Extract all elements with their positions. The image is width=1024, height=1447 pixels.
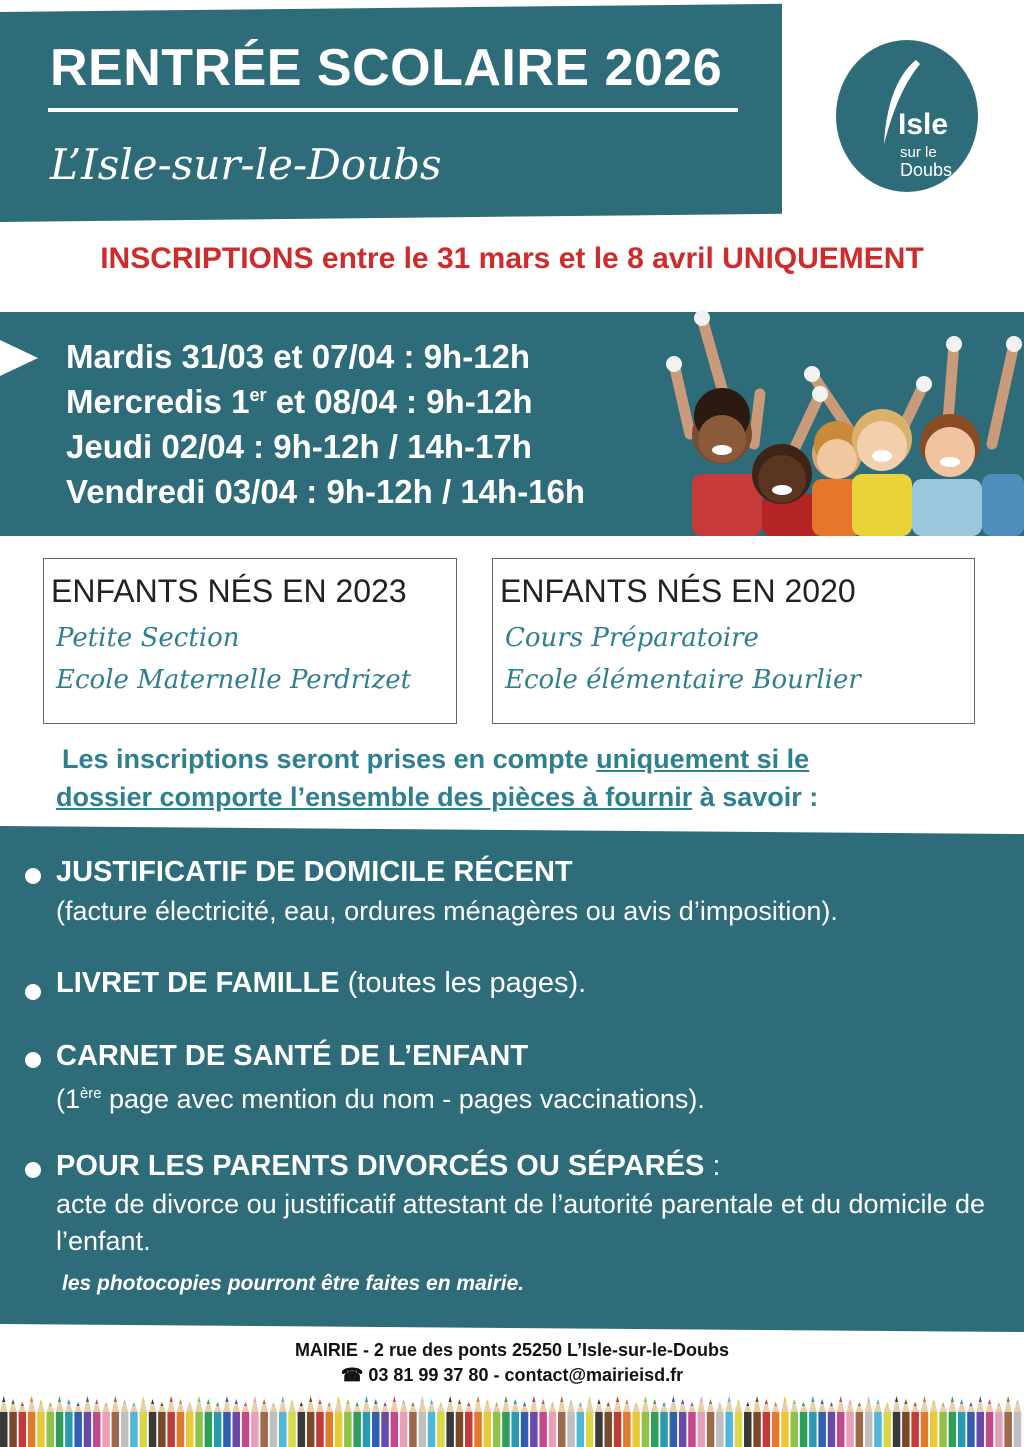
- pencil: [149, 1399, 157, 1447]
- pencil: [725, 1396, 733, 1447]
- pencil: [28, 1396, 36, 1447]
- pencil: [37, 1399, 45, 1447]
- pencil: [465, 1402, 473, 1447]
- pencil: [353, 1402, 361, 1447]
- pencil: [818, 1399, 826, 1447]
- doc-title-livret: [56, 967, 586, 1000]
- pencil: [781, 1396, 789, 1447]
- box-heading: ENFANTS NÉS EN 2023: [51, 573, 407, 609]
- pencil: [456, 1399, 464, 1447]
- doc-text-parents: acte de divorce ou justificatif attestant de l’autorité parentale et du domicile de l’enfant.: [56, 1189, 986, 1256]
- pencil: [279, 1396, 287, 1447]
- pencil: [298, 1402, 306, 1447]
- pencil: [874, 1399, 882, 1447]
- pencil: [288, 1399, 296, 1447]
- pencil: [642, 1396, 650, 1447]
- pencil: [716, 1402, 724, 1447]
- schedule-line-tuesday: Mardis 31/03 et 07/04 : 9h-12h: [66, 338, 531, 375]
- pencil: [130, 1402, 138, 1447]
- logo-text-isle: Isle: [898, 108, 949, 141]
- pencil: [614, 1396, 622, 1447]
- page-title: RENTRÉE SCOLAIRE 2026: [50, 39, 723, 97]
- pencil: [595, 1399, 603, 1447]
- pencil: [549, 1402, 557, 1447]
- box-school-name: Ecole Maternelle Perdrizet: [56, 665, 412, 695]
- notice-part-1: Les inscriptions seront prises en compte: [62, 744, 597, 774]
- pencil: [363, 1396, 371, 1447]
- phone-icon: ☎: [340, 1365, 364, 1385]
- pencil: [335, 1396, 343, 1447]
- pencil: [84, 1396, 92, 1447]
- notice-part-3: dossier comporte l’ensemble des pièces à fournir: [56, 782, 693, 812]
- doc-title-suffix: (toutes les pages).: [339, 967, 587, 999]
- schedule-line-thursday: Jeudi 02/04 : 9h-12h / 14h-17h: [66, 428, 532, 465]
- pencil: [809, 1396, 817, 1447]
- notice-part-2: uniquement si le: [596, 744, 810, 774]
- pencil: [140, 1396, 148, 1447]
- pencil: [911, 1402, 919, 1447]
- pencil: [567, 1399, 575, 1447]
- pencil: [763, 1399, 771, 1447]
- pencil: [270, 1402, 278, 1447]
- pencil: [828, 1402, 836, 1447]
- pencil: [381, 1402, 389, 1447]
- pencil: [623, 1399, 631, 1447]
- phone-number[interactable]: 03 81 99 37 80: [368, 1365, 489, 1385]
- title-underline: [48, 108, 738, 112]
- photocopy-note: les photocopies pourront être faites en mairie.: [62, 1272, 525, 1295]
- pencil: [484, 1399, 492, 1447]
- doc-title-text: LIVRET DE FAMILLE: [56, 967, 340, 999]
- pencil: [493, 1402, 501, 1447]
- doc-text-domicile: (facture électricité, eau, ordures ménagères ou avis d’imposition).: [56, 896, 838, 926]
- pencil: [428, 1399, 436, 1447]
- pencil: [921, 1396, 929, 1447]
- notice-part-4: à savoir :: [692, 782, 819, 812]
- header-banner: [0, 4, 782, 222]
- pencil: [577, 1402, 585, 1447]
- pencil: [47, 1402, 55, 1447]
- pencil: [688, 1402, 696, 1447]
- pencil: [316, 1399, 324, 1447]
- pencil: [167, 1396, 175, 1447]
- pencil: [521, 1402, 529, 1447]
- pencil: [74, 1402, 82, 1447]
- email-link[interactable]: contact@mairieisd.fr: [504, 1365, 684, 1385]
- pencil: [205, 1399, 213, 1447]
- box-class-name: Cours Préparatoire: [505, 623, 759, 653]
- pencil: [958, 1399, 966, 1447]
- doc-text-part: page avec mention du nom - pages vaccinations).: [101, 1084, 705, 1114]
- pencil: [93, 1399, 101, 1447]
- schedule-wednesday-text: Mercredis 1: [66, 383, 250, 420]
- schedule-line-wednesday: [66, 383, 533, 421]
- doc-title-suffix: :: [704, 1150, 721, 1182]
- pencil: [744, 1402, 752, 1447]
- pencil: [419, 1396, 427, 1447]
- pencil: [437, 1402, 445, 1447]
- pencil: [530, 1396, 538, 1447]
- bullet-icon: [25, 1052, 41, 1068]
- pencil: [372, 1399, 380, 1447]
- pencil: [195, 1396, 203, 1447]
- logo-text-doubs: Doubs: [900, 160, 953, 180]
- doc-title-parents: [56, 1150, 720, 1183]
- pencil: [223, 1396, 231, 1447]
- pencil: [233, 1399, 241, 1447]
- pencil: [512, 1399, 520, 1447]
- pencil: [1004, 1396, 1012, 1447]
- pencil: [679, 1399, 687, 1447]
- pencil: [698, 1396, 706, 1447]
- pencil: [186, 1402, 194, 1447]
- pencil: [558, 1396, 566, 1447]
- mairie-address: MAIRIE - 2 rue des ponts 25250 L’Isle-sur-le-Doubs: [294, 1340, 730, 1360]
- pencil: [65, 1399, 73, 1447]
- pencil: [446, 1396, 454, 1447]
- contact-separator: -: [488, 1365, 505, 1385]
- doc-text-part: (1: [56, 1084, 81, 1114]
- pencil: [930, 1399, 938, 1447]
- box-enfants-2023: [43, 558, 457, 724]
- schedule-line-friday: Vendredi 03/04 : 9h-12h / 14h-16h: [66, 473, 586, 510]
- pencil: [707, 1399, 715, 1447]
- pencil: [791, 1399, 799, 1447]
- pencil: [158, 1402, 166, 1447]
- pencil: [586, 1396, 594, 1447]
- pencil: [9, 1399, 16, 1447]
- pencil: [977, 1396, 985, 1447]
- pencil: [326, 1402, 334, 1447]
- doc-title-text: CARNET DE SANTÉ DE L’ENFANT: [56, 1040, 529, 1072]
- schedule-wednesday-rest: et 08/04 : 9h-12h: [266, 383, 533, 420]
- doc-title-domicile: [56, 856, 573, 889]
- pencil: [391, 1396, 399, 1447]
- doc-title-carnet: [56, 1040, 528, 1073]
- pencil: [837, 1396, 845, 1447]
- box-class-name: Petite Section: [56, 623, 240, 653]
- pencil: [251, 1396, 259, 1447]
- pencil: [474, 1396, 482, 1447]
- box-heading: ENFANTS NÉS EN 2020: [500, 573, 856, 609]
- pencil: [605, 1402, 613, 1447]
- pencil: [670, 1396, 678, 1447]
- pencil: [995, 1402, 1003, 1447]
- pencil: [539, 1399, 547, 1447]
- pencil: [846, 1399, 854, 1447]
- bullet-icon: [25, 1162, 41, 1178]
- town-name: L’Isle-sur-le-Doubs: [50, 140, 442, 189]
- pencil: [307, 1396, 315, 1447]
- pencil: [344, 1399, 352, 1447]
- logo-text-sur-le: sur le: [900, 144, 937, 161]
- pencil: [1014, 1399, 1022, 1447]
- pencil: [986, 1399, 994, 1447]
- pencil: [735, 1399, 743, 1447]
- doc-title-text: POUR LES PARENTS DIVORCÉS OU SÉPARÉS: [56, 1150, 705, 1182]
- pencil: [632, 1402, 640, 1447]
- doc-text-carnet: [56, 1076, 705, 1118]
- pencil: [967, 1402, 975, 1447]
- colored-pencils-decoration: [0, 1390, 1024, 1447]
- notice-text: [40, 740, 1000, 816]
- pencil: [502, 1396, 510, 1447]
- pencil: [772, 1402, 780, 1447]
- pencil: [856, 1402, 864, 1447]
- pencil: [242, 1402, 250, 1447]
- pencil: [260, 1399, 268, 1447]
- pencil: [893, 1396, 901, 1447]
- pencil: [902, 1399, 910, 1447]
- pencil: [0, 1396, 8, 1447]
- pencil: [865, 1396, 873, 1447]
- children-photo: [662, 304, 1024, 536]
- bullet-icon: [25, 984, 41, 1000]
- pencil: [651, 1399, 659, 1447]
- inscriptions-period: INSCRIPTIONS entre le 31 mars et le 8 avril UNIQUEMENT: [100, 242, 924, 275]
- superscript: ère: [80, 1086, 102, 1102]
- pencil: [177, 1399, 185, 1447]
- pencil: [400, 1399, 408, 1447]
- pencil: [19, 1402, 27, 1447]
- pencil: [949, 1396, 957, 1447]
- superscript: er: [249, 385, 267, 405]
- pencil: [939, 1402, 947, 1447]
- box-school-name: Ecole élémentaire Bourlier: [505, 665, 861, 695]
- pencil: [121, 1399, 128, 1447]
- pencil: [800, 1402, 808, 1447]
- town-logo: [836, 40, 978, 192]
- pencil: [884, 1402, 892, 1447]
- pencil: [112, 1396, 120, 1447]
- box-enfants-2020: [492, 558, 975, 724]
- pencil: [409, 1402, 417, 1447]
- pencil: [102, 1402, 110, 1447]
- mairie-contact: [0, 1365, 1024, 1386]
- pencil: [660, 1402, 668, 1447]
- pencil: [56, 1396, 64, 1447]
- doc-title-text: JUSTIFICATIF DE DOMICILE RÉCENT: [56, 856, 573, 888]
- pencil: [753, 1396, 761, 1447]
- pencil: [214, 1402, 222, 1447]
- bullet-icon: [25, 868, 41, 884]
- arrow-icon: [0, 340, 38, 376]
